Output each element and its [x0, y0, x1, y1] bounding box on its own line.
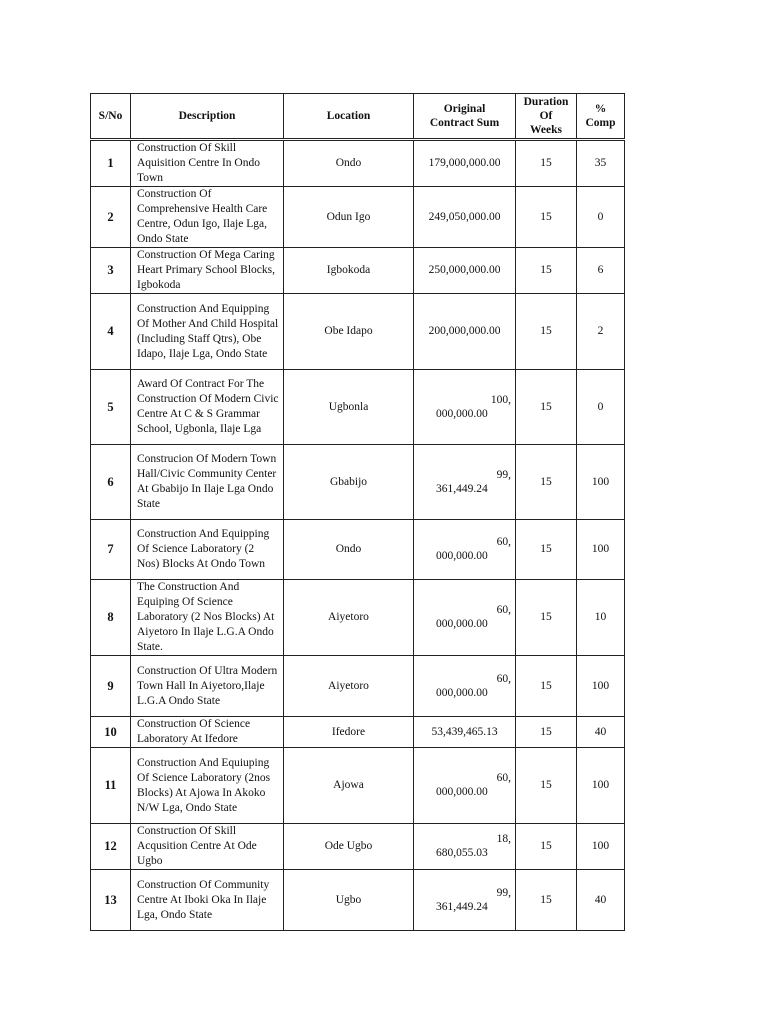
contract-sum-line2: 000,000.00 [436, 618, 488, 630]
cell-percent: 100 [577, 445, 625, 520]
contract-sum-line1: 18, [496, 833, 511, 845]
cell-sn: 3 [91, 248, 131, 294]
table-row [91, 717, 625, 748]
cell-location: Gbabijo [284, 445, 414, 520]
cell-contract-sum [414, 520, 516, 580]
cell-percent: 40 [577, 717, 625, 748]
contracts-table [90, 93, 625, 931]
header-location: Location [284, 94, 414, 140]
table-row [91, 580, 625, 656]
table-row [91, 824, 625, 870]
cell-description: Award Of Contract For The Construction Of Modern Civic Centre At C & S Grammar School, Ugbonla, Ilaje Lga [131, 370, 284, 445]
cell-contract-sum: 200,000,000.00 [414, 294, 516, 370]
cell-description: Construction Of Comprehensive Health Care Centre, Odun Igo, Ilaje Lga, Ondo State [131, 187, 284, 248]
cell-location: Ondo [284, 520, 414, 580]
cell-contract-sum: 53,439,465.13 [414, 717, 516, 748]
table-row [91, 870, 625, 931]
contract-sum-line1: 100, [490, 393, 511, 406]
contract-sum-line2: 000,000.00 [436, 407, 488, 420]
table-row [91, 187, 625, 248]
cell-sn: 12 [91, 824, 131, 870]
cell-percent: 100 [577, 656, 625, 717]
cell-description: Construction Of Science Laboratory At Ifedore [131, 717, 284, 748]
cell-contract-sum [414, 580, 516, 656]
table-row [91, 370, 625, 445]
header-duration-line2: Of [539, 110, 553, 122]
cell-location: Ajowa [284, 748, 414, 824]
contract-sum-line1: 60, [496, 536, 511, 548]
cell-duration: 15 [516, 748, 577, 824]
header-percent-line1: % [594, 103, 607, 115]
cell-duration: 15 [516, 520, 577, 580]
cell-description: Construction And Equiuping Of Science Laboratory (2nos Blocks) At Ajowa In Akoko N/W Lga, Ondo State [131, 748, 284, 824]
cell-location: Ifedore [284, 717, 414, 748]
cell-duration: 15 [516, 248, 577, 294]
header-sn: S/No [91, 94, 131, 140]
contract-sum-line2: 361,449.24 [436, 482, 488, 495]
cell-sn: 4 [91, 294, 131, 370]
cell-description: Construcion Of Modern Town Hall/Civic Community Center At Gbabijo In Ilaje Lga Ondo State [131, 445, 284, 520]
cell-duration: 15 [516, 140, 577, 187]
cell-percent: 10 [577, 580, 625, 656]
cell-duration: 15 [516, 580, 577, 656]
cell-duration: 15 [516, 656, 577, 717]
cell-sn: 1 [91, 140, 131, 187]
cell-duration: 15 [516, 187, 577, 248]
contract-sum-line2: 000,000.00 [436, 686, 488, 699]
cell-sn: 11 [91, 748, 131, 824]
header-contract-sum-line2: Contract Sum [429, 117, 500, 129]
contract-sum-line2: 000,000.00 [436, 786, 488, 798]
cell-sn: 9 [91, 656, 131, 717]
cell-sn: 8 [91, 580, 131, 656]
cell-location: Aiyetoro [284, 656, 414, 717]
cell-description: Construction And Equipping Of Mother And Child Hospital (Including Staff Qtrs), Obe Idapo, Ilaje Lga, Ondo State [131, 294, 284, 370]
cell-percent: 100 [577, 520, 625, 580]
cell-sn: 13 [91, 870, 131, 931]
table-header-row [91, 94, 625, 140]
table-row [91, 294, 625, 370]
cell-percent: 35 [577, 140, 625, 187]
cell-contract-sum [414, 445, 516, 520]
table-row [91, 656, 625, 717]
cell-sn: 6 [91, 445, 131, 520]
cell-percent: 0 [577, 370, 625, 445]
table-row [91, 248, 625, 294]
cell-location: Ode Ugbo [284, 824, 414, 870]
contract-sum-line1: 60, [496, 772, 511, 784]
cell-duration: 15 [516, 824, 577, 870]
cell-location: Igbokoda [284, 248, 414, 294]
cell-sn: 5 [91, 370, 131, 445]
cell-contract-sum [414, 870, 516, 931]
cell-percent: 100 [577, 824, 625, 870]
header-duration-line3: Weeks [530, 124, 562, 136]
cell-location: Obe Idapo [284, 294, 414, 370]
cell-sn: 2 [91, 187, 131, 248]
cell-duration: 15 [516, 717, 577, 748]
header-percent-comp [577, 94, 625, 140]
cell-sn: 7 [91, 520, 131, 580]
cell-percent: 40 [577, 870, 625, 931]
cell-description: Construction Of Ultra Modern Town Hall In Aiyetoro,Ilaje L.G.A Ondo State [131, 656, 284, 717]
cell-percent: 2 [577, 294, 625, 370]
cell-percent: 0 [577, 187, 625, 248]
table-row [91, 748, 625, 824]
header-contract-sum [414, 94, 516, 140]
cell-sn: 10 [91, 717, 131, 748]
header-duration [516, 94, 577, 140]
cell-contract-sum: 179,000,000.00 [414, 140, 516, 187]
cell-contract-sum [414, 824, 516, 870]
cell-contract-sum [414, 656, 516, 717]
cell-contract-sum [414, 370, 516, 445]
cell-location: Aiyetoro [284, 580, 414, 656]
contract-sum-line2: 000,000.00 [436, 550, 488, 562]
contract-sum-line2: 361,449.24 [436, 900, 488, 913]
cell-percent: 100 [577, 748, 625, 824]
contract-sum-line1: 99, [496, 468, 511, 481]
contract-sum-line1: 60, [496, 604, 511, 616]
cell-contract-sum: 249,050,000.00 [414, 187, 516, 248]
cell-description: The Construction And Equiping Of Science Laboratory (2 Nos Blocks) At Aiyetoro In Ilaje L.G.A Ondo State. [131, 580, 284, 656]
cell-location: Odun Igo [284, 187, 414, 248]
contract-sum-line2: 680,055.03 [436, 847, 488, 859]
cell-duration: 15 [516, 870, 577, 931]
cell-description: Construction Of Mega Caring Heart Primary School Blocks, Igbokoda [131, 248, 284, 294]
cell-duration: 15 [516, 370, 577, 445]
table-row [91, 520, 625, 580]
cell-description: Construction Of Skill Acqusition Centre At Ode Ugbo [131, 824, 284, 870]
header-contract-sum-line1: Original [443, 103, 486, 115]
contract-sum-line1: 99, [496, 886, 511, 899]
contract-sum-line1: 60, [496, 672, 511, 685]
cell-percent: 6 [577, 248, 625, 294]
cell-location: Ondo [284, 140, 414, 187]
cell-description: Construction Of Community Centre At Iboki Oka In Ilaje Lga, Ondo State [131, 870, 284, 931]
cell-duration: 15 [516, 294, 577, 370]
cell-location: Ugbonla [284, 370, 414, 445]
cell-description: Construction Of Skill Aquisition Centre In Ondo Town [131, 140, 284, 187]
header-percent-line2: Comp [585, 117, 616, 129]
header-description: Description [131, 94, 284, 140]
header-duration-line1: Duration [523, 96, 569, 108]
table-row [91, 140, 625, 187]
cell-contract-sum: 250,000,000.00 [414, 248, 516, 294]
cell-duration: 15 [516, 445, 577, 520]
cell-location: Ugbo [284, 870, 414, 931]
cell-contract-sum [414, 748, 516, 824]
table-row [91, 445, 625, 520]
cell-description: Construction And Equipping Of Science Laboratory (2 Nos) Blocks At Ondo Town [131, 520, 284, 580]
